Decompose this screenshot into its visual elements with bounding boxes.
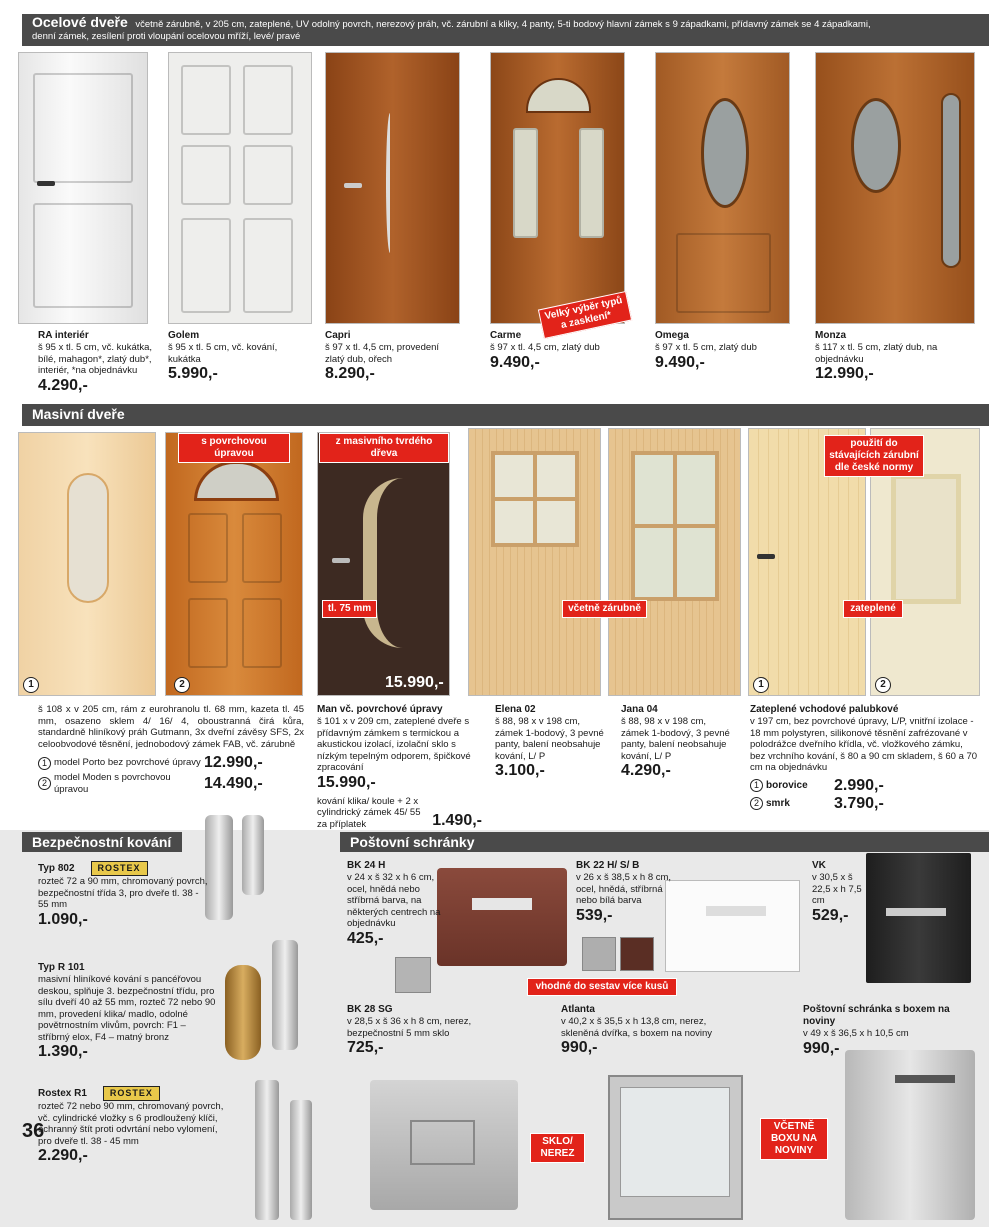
product-ra <box>38 330 163 395</box>
badge-surface-finish: s povrchovou úpravou <box>178 433 290 463</box>
product-price: 539,- <box>576 906 613 924</box>
door-image-carme <box>490 52 625 324</box>
product-name: Jana 04 <box>621 704 658 715</box>
badge-large-selection: Velký výběr typů a zasklení* <box>538 291 632 339</box>
door-image-monza <box>815 52 975 324</box>
door-image-golem <box>168 52 312 324</box>
product-name: Monza <box>815 330 847 341</box>
section-text: včetně zárubně, v 205 cm, zateplené, UV odolný povrch, nerezový práh, vč. zárubní a kliky, 4 panty, 5-ti bodový hlavní zámek s 9 západkami, přídavný zámek se 4 západkami, <box>135 19 871 30</box>
product-name: Omega <box>655 330 689 341</box>
product-carme <box>490 330 630 372</box>
product-price: 1.090,- <box>38 910 88 928</box>
product-price: 2.290,- <box>38 1147 88 1164</box>
page-number: 36 <box>22 1120 45 1142</box>
product-price: 15.990,- <box>317 773 376 791</box>
circle-2: 2 <box>875 677 891 693</box>
product-price: 990,- <box>803 1039 840 1057</box>
product-name: Elena 02 <box>495 704 536 715</box>
badge-glass-steel: SKLO/ NEREZ <box>530 1133 585 1163</box>
badge-czech-norm: použití do stávajících zárubní dle české normy <box>824 435 924 477</box>
security-hardware-header <box>22 832 182 852</box>
hardware-image-r1 <box>255 1080 279 1220</box>
product-price: 9.490,- <box>490 353 540 371</box>
product-desc: v 49 x š 36,5 x h 10,5 cm <box>803 1028 909 1039</box>
product-price: 3.100,- <box>495 762 545 779</box>
product-name: Capri <box>325 330 351 341</box>
price-smrk: 3.790,- <box>834 794 884 812</box>
extra-desc: kování klika/ koule + 2 x cylindrický zámek 45/ 55 za příplatek <box>317 795 421 830</box>
product-desc: š 101 x v 209 cm, zateplené dveře s přídavným zámkem s termickou a akustickou izolací, izolační sklo s nízkým tepelným odporem, špičkové zpracování <box>317 716 471 773</box>
price-tag-man: 15.990,- <box>385 674 444 691</box>
door-image-jana <box>608 428 741 696</box>
price-moden: 14.490,- <box>204 774 263 792</box>
model-borovice: borovice <box>766 779 808 791</box>
door-image-ra <box>18 52 148 324</box>
product-palub <box>750 704 980 813</box>
steel-doors-header <box>22 14 989 46</box>
rostex-logo: ROSTEX <box>91 861 148 876</box>
product-desc: š 117 x tl. 5 cm, zlatý dub, na objednávku <box>815 342 938 365</box>
circle-2: 2 <box>38 777 51 790</box>
product-price: 5.990,- <box>168 365 218 382</box>
product-name: BK 24 H <box>347 860 386 871</box>
circle-1: 1 <box>750 779 763 792</box>
hardware-image-r1b <box>290 1100 312 1220</box>
product-capri <box>325 330 460 383</box>
badge-hardwood: z masivního tvrdého dřeva <box>319 433 449 463</box>
product-name: RA interiér <box>38 330 89 341</box>
rostex-logo: ROSTEX <box>103 1086 160 1101</box>
mailbox-image-vk <box>866 853 971 983</box>
product-price: 425,- <box>347 929 384 947</box>
circle-2: 2 <box>750 797 763 810</box>
product-monza <box>815 330 965 383</box>
product-bk22 <box>576 860 686 925</box>
product-desc: š 97 x tl. 4,5 cm, zlatý dub <box>490 342 600 353</box>
section-title: Poštovní schránky <box>350 834 475 850</box>
product-name: Atlanta <box>561 1004 595 1015</box>
product-man <box>317 704 482 830</box>
product-r101 <box>38 962 218 1061</box>
product-golem <box>168 330 308 383</box>
product-desc: š 97 x tl. 5 cm, zlatý dub <box>655 342 757 353</box>
extra-price: 1.490,- <box>432 812 482 829</box>
product-bk28sg <box>347 1004 487 1057</box>
product-bk24h <box>347 860 442 948</box>
product-desc: v 30,5 x š 22,5 x h 7,5 cm <box>812 872 862 906</box>
circle-1: 1 <box>753 677 769 693</box>
product-desc: š 108 x v 205 cm, rám z eurohranolu tl. 68 mm, kazeta tl. 45 mm, osazeno sklem 4/ 16/ 4, oboustranná čirá kůra, standardně hliníkový práh Gutmann, 3x dveřní závěsy SFS, 2x celoobvodové těsnění, jednobodový zámek FAB, vč. zárubně <box>38 704 304 750</box>
model-porto: model Porto bez povrchové úpravy <box>54 757 201 769</box>
product-jana <box>621 704 736 780</box>
product-omega <box>655 330 795 372</box>
circle-1: 1 <box>23 677 39 693</box>
door-image-moden <box>165 432 303 696</box>
product-vk <box>812 860 867 925</box>
product-name: BK 22 H/ S/ B <box>576 860 640 871</box>
product-elena <box>495 704 610 780</box>
circle-2: 2 <box>174 677 190 693</box>
badge-with-frame: včetně zárubně <box>562 600 647 618</box>
section-title: Masivní dveře <box>32 406 125 422</box>
product-name: Rostex R1 <box>38 1088 87 1099</box>
mailbox-image-news <box>845 1050 975 1220</box>
door-image-elena <box>468 428 601 696</box>
product-desc: š 97 x tl. 4,5 cm, provedení zlatý dub, ořech <box>325 342 440 365</box>
model-smrk: smrk <box>766 797 790 809</box>
product-desc: š 95 x tl. 5 cm, vč. kování, kukátka <box>168 342 278 365</box>
badge-news-box: VČETNĚ BOXU NA NOVINY <box>760 1118 828 1160</box>
product-name: Typ R 101 <box>38 962 85 973</box>
hardware-image-r101b <box>272 940 298 1050</box>
product-desc: rozteč 72 nebo 90 mm, chromovaný povrch, vč. cylindrické vložky s 6 prodloužený klíči, ochranný štít proti odvrtání nebo vylomení, pro dveře tl. 38 - 45 mm <box>38 1101 224 1147</box>
section-text-2: denní zámek, zesílení proti vloupání ocelovou mříží, levé/ pravé <box>32 31 301 42</box>
door-image-omega <box>655 52 790 324</box>
circle-1: 1 <box>38 757 51 770</box>
hardware-image-r101 <box>225 965 261 1060</box>
swatch-grey <box>582 937 616 971</box>
product-desc: v 24 x š 32 x h 6 cm, ocel, hnědá nebo stříbrná barva, na některých centrech na objednávku <box>347 872 441 929</box>
model-moden: model Moden s povrchovou úpravou <box>54 772 171 795</box>
product-name: Golem <box>168 330 200 341</box>
product-price: 529,- <box>812 906 849 924</box>
product-price: 1.390,- <box>38 1043 88 1060</box>
product-name: Poštovní schránka s boxem na noviny <box>803 1004 950 1027</box>
section-title: Ocelové dveře <box>32 14 128 30</box>
badge-thickness: tl. 75 mm <box>322 600 377 618</box>
product-desc: v 40,2 x š 35,5 x h 13,8 cm, nerez, skleněná dvířka, s boxem na noviny <box>561 1016 713 1039</box>
product-desc: v 28,5 x š 36 x h 8 cm, nerez, bezpečnostní 5 mm sklo <box>347 1016 472 1039</box>
product-price: 12.990,- <box>815 365 874 382</box>
product-news-mailbox <box>803 1004 953 1058</box>
price-porto: 12.990,- <box>204 754 263 771</box>
section-title: Bezpečnostní kování <box>32 834 172 850</box>
mailbox-image-bk24h <box>437 868 567 966</box>
badge-sets: vhodné do sestav více kusů <box>527 978 677 996</box>
product-price: 4.290,- <box>38 376 88 394</box>
product-price: 725,- <box>347 1039 384 1056</box>
mailboxes-header <box>340 832 989 852</box>
product-name: Typ 802 <box>38 863 75 874</box>
hardware-image-802b <box>242 815 264 895</box>
badge-insulated: zateplené <box>843 600 903 618</box>
product-price: 8.290,- <box>325 365 375 382</box>
door-image-capri <box>325 52 460 324</box>
door-image-porto <box>18 432 156 696</box>
swatch-silver <box>395 957 431 993</box>
product-desc: v 197 cm, bez povrchové úpravy, L/P, vnitřní izolace - 18 mm polystyren, silikonové těsnění zafrézované v polodrážce dveřního křídla, vč. vložkového zámku, bez vrchního kování, š 80 a 90 cm skladem, š 60 a 70 cm na objednávku <box>750 716 978 773</box>
product-price: 9.490,- <box>655 353 705 371</box>
product-desc: š 88, 98 x v 198 cm, zámek 1-bodový, 3 pevné panty, balení neobsahuje kování, L/ P <box>495 716 604 762</box>
product-rostex-r1 <box>38 1083 228 1165</box>
product-desc: v 26 x š 38,5 x h 8 cm, ocel, hnědá, stříbrná nebo bílá barva <box>576 872 672 906</box>
price-borovice: 2.990,- <box>834 776 884 794</box>
product-desc: rozteč 72 a 90 mm, chromovaný povrch, bezpečnostní třída 3, pro dveře tl. 38 - 55 mm <box>38 876 208 910</box>
product-atlanta <box>561 1004 741 1057</box>
product-desc: masivní hliníkové kování s pancéřovou deskou, splňuje 3. bezpečnostní třídu, pro sílu dveří 40 až 55 mm, rozteč 72 nebo 90 mm, provedení klika/ madlo, odolné povětrnostním vlivům, povrch: F1 – stříbrný elox, F4 – matný bronz <box>38 974 216 1043</box>
product-name: Man vč. povrchové úpravy <box>317 704 443 715</box>
product-desc: š 88, 98 x v 198 cm, zámek 1-bodový, 3 pevné panty, balení neobsahuje kování, L/ P <box>621 716 730 762</box>
solid-doors-header <box>22 404 989 426</box>
door-image-man <box>317 432 450 696</box>
product-name: BK 28 SG <box>347 1004 393 1015</box>
product-porto <box>38 704 304 795</box>
hardware-image-802 <box>205 815 233 920</box>
swatch-brown <box>620 937 654 971</box>
product-desc: š 95 x tl. 5 cm, vč. kukátka, bílé, mahagon*, zlatý dub*, interiér, *na objednávku <box>38 342 153 376</box>
product-name: VK <box>812 860 826 871</box>
mailbox-image-bk28sg <box>370 1080 518 1210</box>
product-name: Carme <box>490 330 522 341</box>
product-typ802 <box>38 858 208 929</box>
product-price: 4.290,- <box>621 762 671 779</box>
mailbox-image-atlanta <box>608 1075 743 1220</box>
product-price: 990,- <box>561 1039 598 1056</box>
product-name: Zateplené vchodové palubkové <box>750 704 899 715</box>
